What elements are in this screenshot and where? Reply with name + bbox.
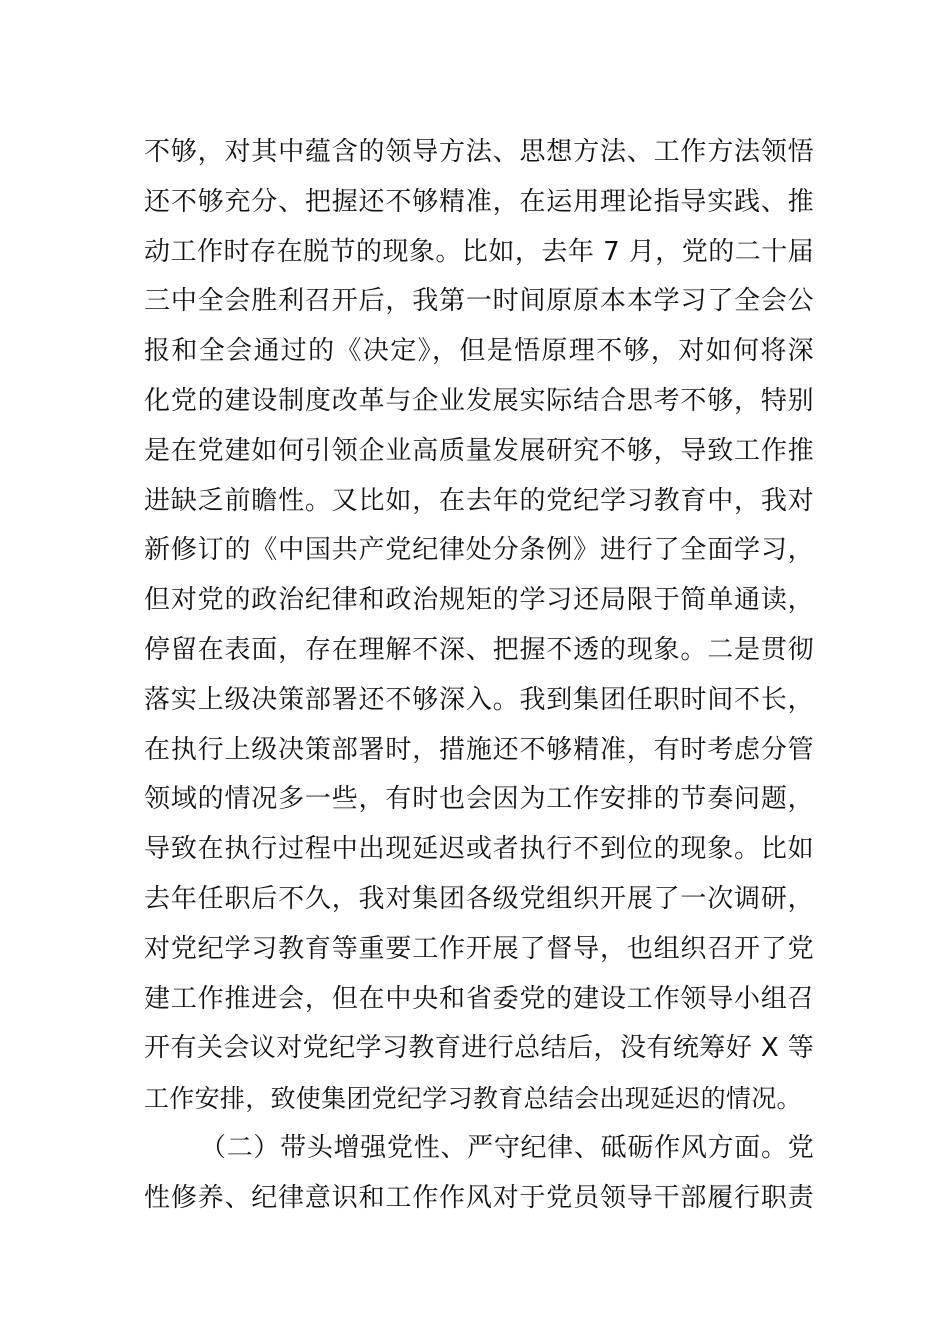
text-line: 进缺乏前瞻性。又比如，在去年的党纪学习教育中，我对	[144, 485, 814, 516]
text-line: 领域的情况多一些，有时也会因为工作安排的节奏问题，	[144, 784, 814, 815]
text-line: 化党的建设制度改革与企业发展实际结合思考不够，特别	[144, 385, 814, 416]
text-line: 对党纪学习教育等重要工作开展了督导，也组织召开了党	[144, 933, 814, 964]
text-line: 不够，对其中蕴含的领导方法、思想方法、工作方法领悟	[144, 137, 814, 167]
text-line: 还不够充分、把握还不够精准，在运用理论指导实践、推	[144, 186, 814, 217]
text-line: 去年任职后不久，我对集团各级党组织开展了一次调研，	[144, 883, 814, 914]
body-text	[144, 128, 814, 1224]
text-line: 报和全会通过的《决定》，但是悟原理不够，对如何将深	[144, 336, 814, 367]
text-line: 动工作时存在脱节的现象。比如，去年 7 月，党的二十届	[144, 236, 814, 267]
text-line: 是在党建如何引领企业高质量发展研究不够，导致工作推	[144, 435, 814, 466]
text-line: 停留在表面，存在理解不深、把握不透的现象。二是贯彻	[144, 634, 814, 665]
text-line: 新修订的《中国共产党纪律处分条例》进行了全面学习，	[144, 535, 814, 566]
text-line: 落实上级决策部署还不够深入。我到集团任职时间不长，	[144, 684, 814, 715]
text-line: 开有关会议对党纪学习教育进行总结后，没有统筹好 X 等	[144, 1033, 814, 1064]
text-line: 建工作推进会，但在中央和省委党的建设工作领导小组召	[144, 983, 814, 1014]
text-line: 在执行上级决策部署时，措施还不够精准，有时考虑分管	[144, 734, 814, 765]
section-heading-line: （二）带头增强党性、严守纪律、砥砺作风方面。党	[200, 1132, 814, 1163]
text-line: 三中全会胜利召开后，我第一时间原原本本学习了全会公	[144, 286, 814, 317]
text-line: 但对党的政治纪律和政治规矩的学习还局限于简单通读，	[144, 585, 814, 616]
text-line: 性修养、纪律意识和工作作风对于党员领导干部履行职责	[144, 1182, 814, 1213]
text-line: 导致在执行过程中出现延迟或者执行不到位的现象。比如	[144, 834, 814, 865]
text-line: 工作安排，致使集团党纪学习教育总结会出现延迟的情况。	[144, 1084, 802, 1114]
